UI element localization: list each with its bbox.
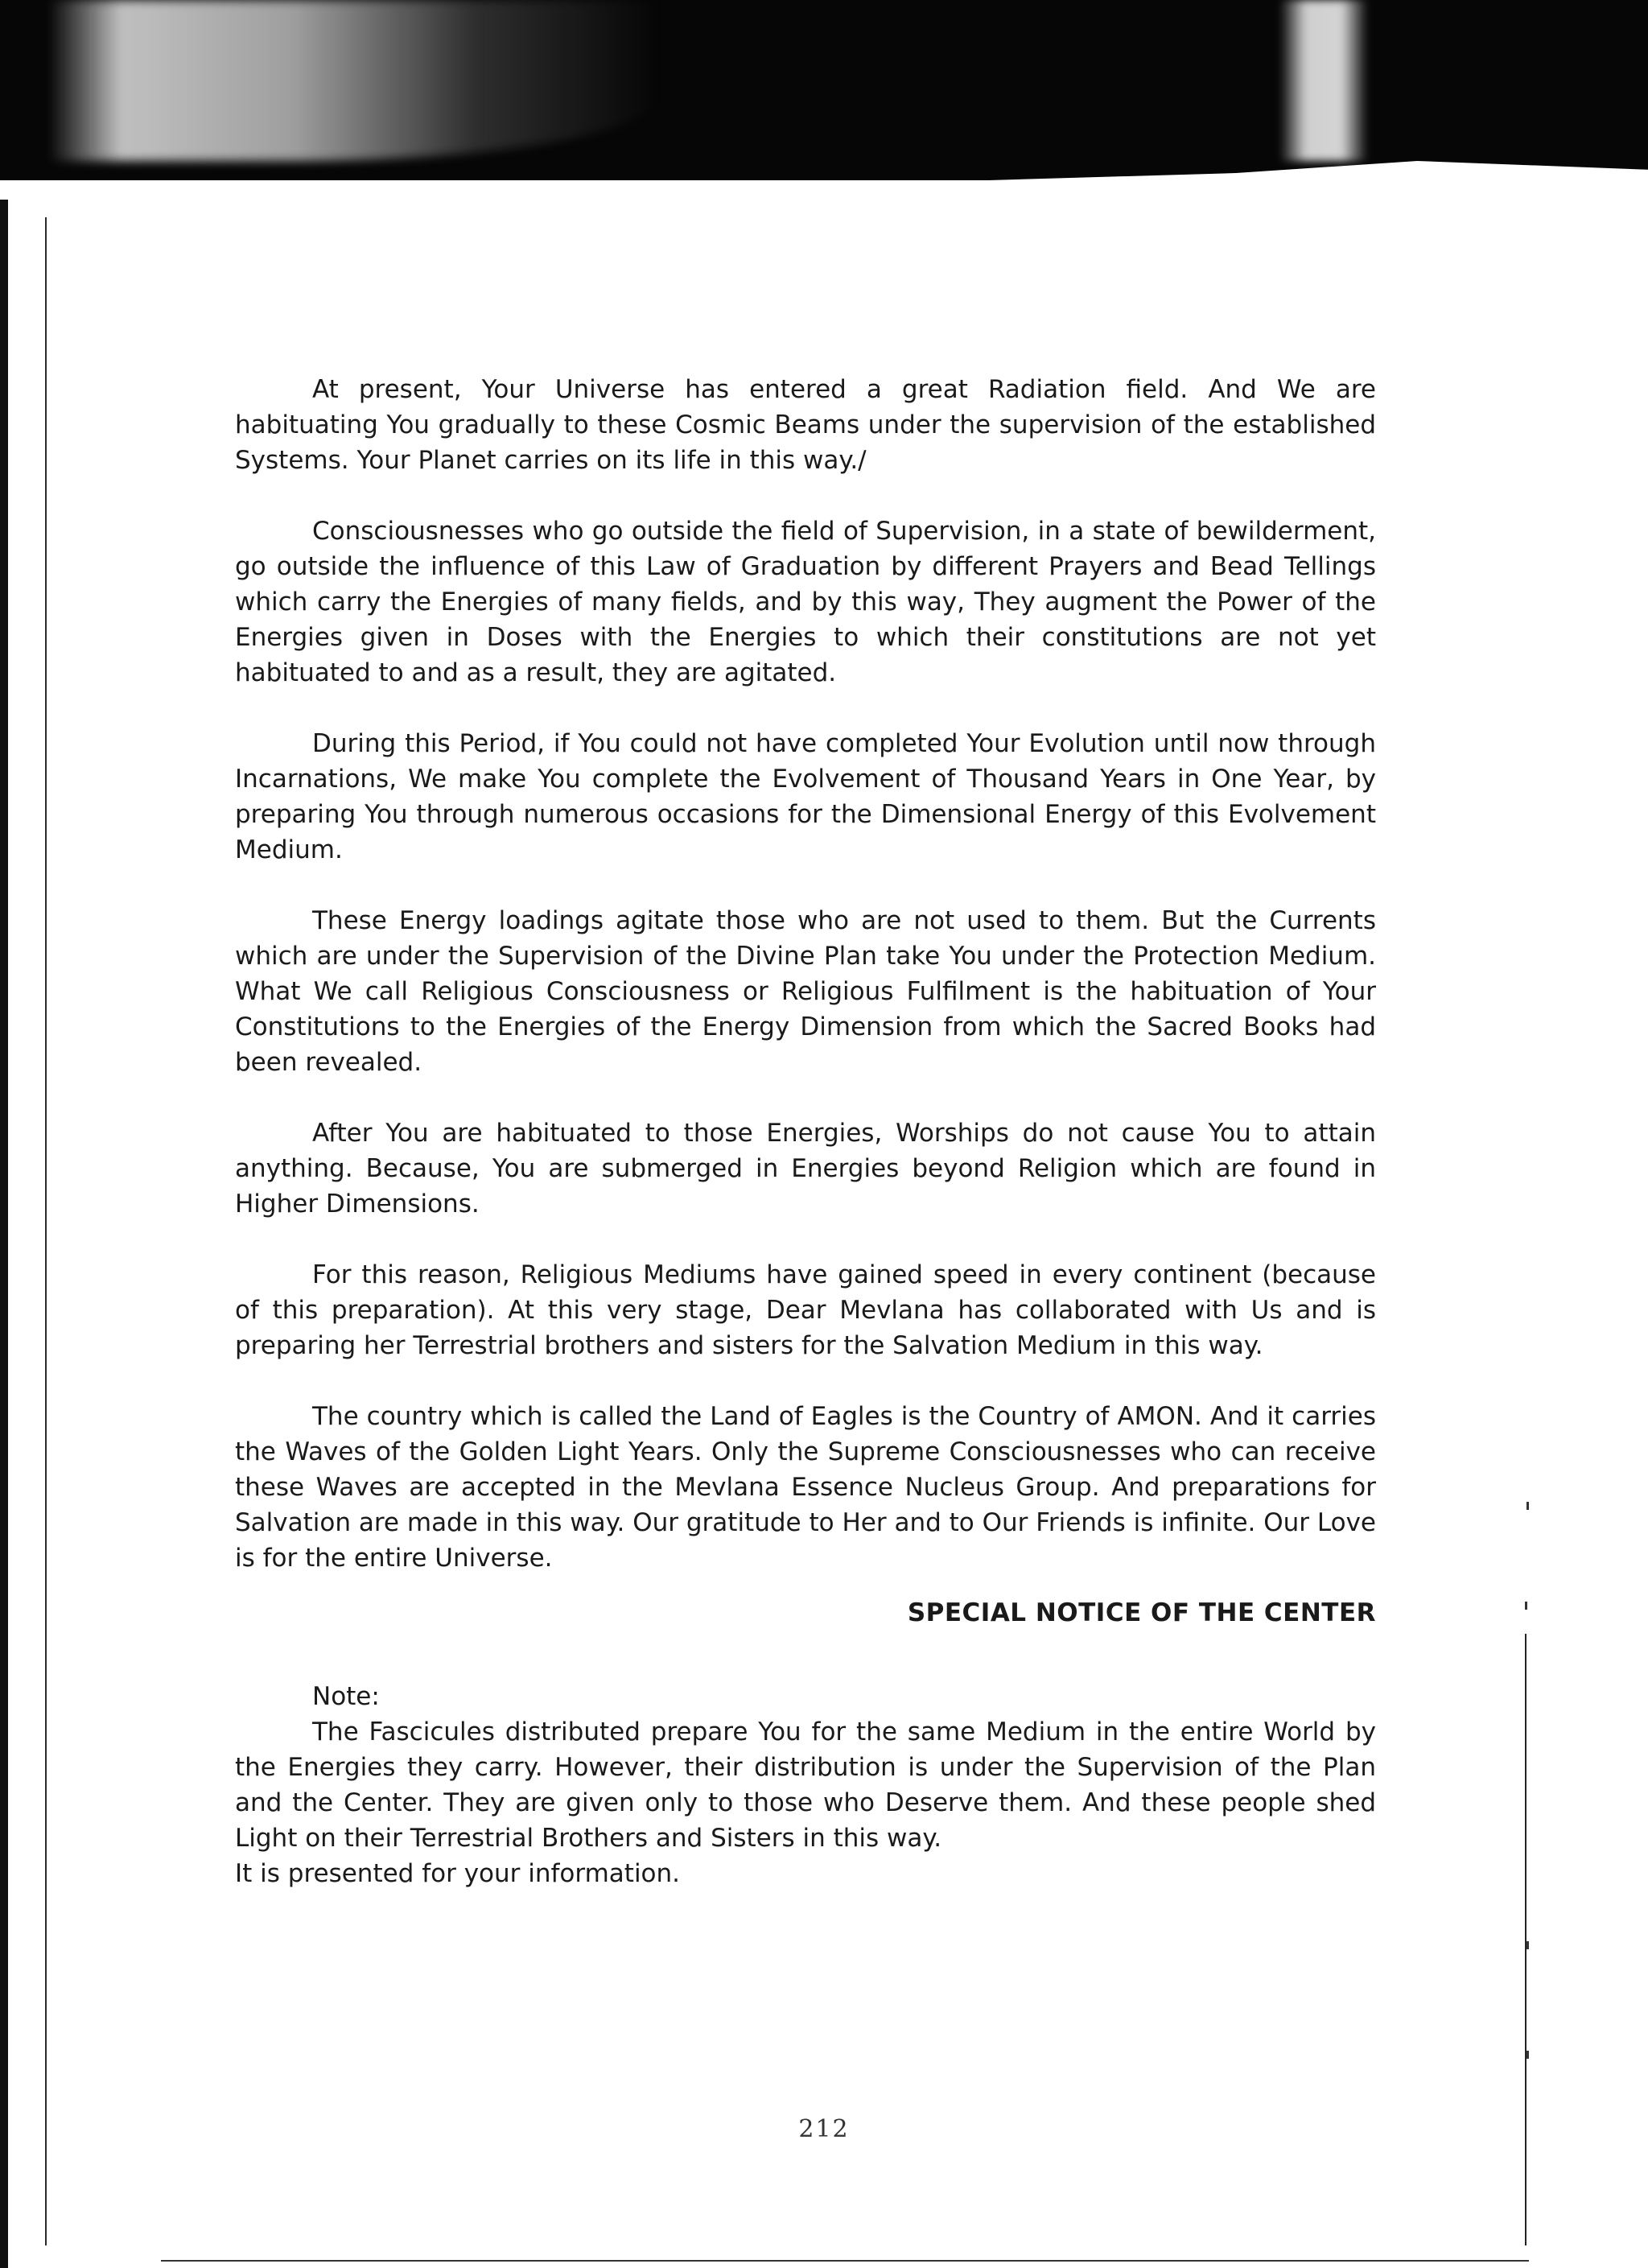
page-number: 212 [798,2115,850,2143]
closing-line: It is presented for your information. [235,1859,681,1888]
paragraph-3: During this Period, if You could not have completed Your Evolution until now through Incarnations, We make You complete the Evolvement of Thousand Years in One Year, by preparing You through numerous occasions for the Dimensional Energy of this Evolvement Medium. [235,729,1376,864]
paragraph-1: At present, Your Universe has entered a great Radiation field. And We are habituating You gradually to these Cosmic Beams under the supervision of the established Systems. Your Planet carries on its life in this way./ [235,375,1376,475]
paragraph-4: These Energy loadings agitate those who are not used to them. But the Currents which are under the Supervision of the Divine Plan take You under the Protection Medium. What We call Religious Consciousness or Religious Fulfilment is the habituation of Your Constitutions to the Energies of the Energy Dimension from which the Sacred Books had been revealed. [235,906,1376,1077]
paragraph-6: For this reason, Religious Mediums have gained speed in every continent (because of this preparation). At this very stage, Dear Mevlana has collaborated with Us and is preparing her Terrestrial brothers and sisters for the Salvation Medium in this way. [235,1260,1376,1360]
scan-glare-right [1279,0,1368,161]
margin-speck [1525,1602,1527,1610]
margin-speck [1526,2051,1529,2059]
paragraph-5: After You are habituated to those Energies, Worships do not cause You to attain anything. Because, You are submerged in Energies beyond Religion which are found in Higher Dimensions. [235,1119,1376,1219]
page-top-edge [0,161,1648,209]
page-bottom-edge [161,2260,1529,2262]
margin-speck [1526,1502,1529,1510]
binding-line [45,217,47,2245]
paragraph-7: The country which is called the Land of Eagles is the Country of AMON. And it carries the Waves of the Golden Light Years. Only the Supreme Consciousnesses who can receive these Waves are accepted in the Mevlana Essence Nucleus Group. And preparations for Salvation are made in this way. Our gratitude to Her and to Our Friends is infinite. Our Love is for the entire Universe. [235,1402,1376,1573]
margin-speck [1526,1941,1529,1949]
body-text [235,372,1376,1891]
page-left-edge [0,200,8,2268]
notice-heading: SPECIAL NOTICE OF THE CENTER [907,1598,1376,1627]
note-label: Note: [312,1682,380,1711]
scan-shadow-band [0,0,1648,200]
note-text: The Fascicules distributed prepare You for the same Medium in the entire World by the Energies they carry. However, their distribution is under the Supervision of the Plan and the Center. They are given only to those who Deserve them. And these people shed Light on their Terrestrial Brothers and Sisters in this way. [235,1717,1376,1853]
scan-glare-left [48,0,660,161]
paragraph-2: Consciousnesses who go outside the field of Supervision, in a state of bewilderment, go outside the influence of this Law of Graduation by different Prayers and Bead Tellings which carry the Energies of many fields, and by this way, They augment the Power of the Energies given in Doses with the Energies to which their constitutions are not yet habituated to and as a result, they are agitated. [235,517,1376,687]
page-right-edge [1525,1634,1526,2245]
